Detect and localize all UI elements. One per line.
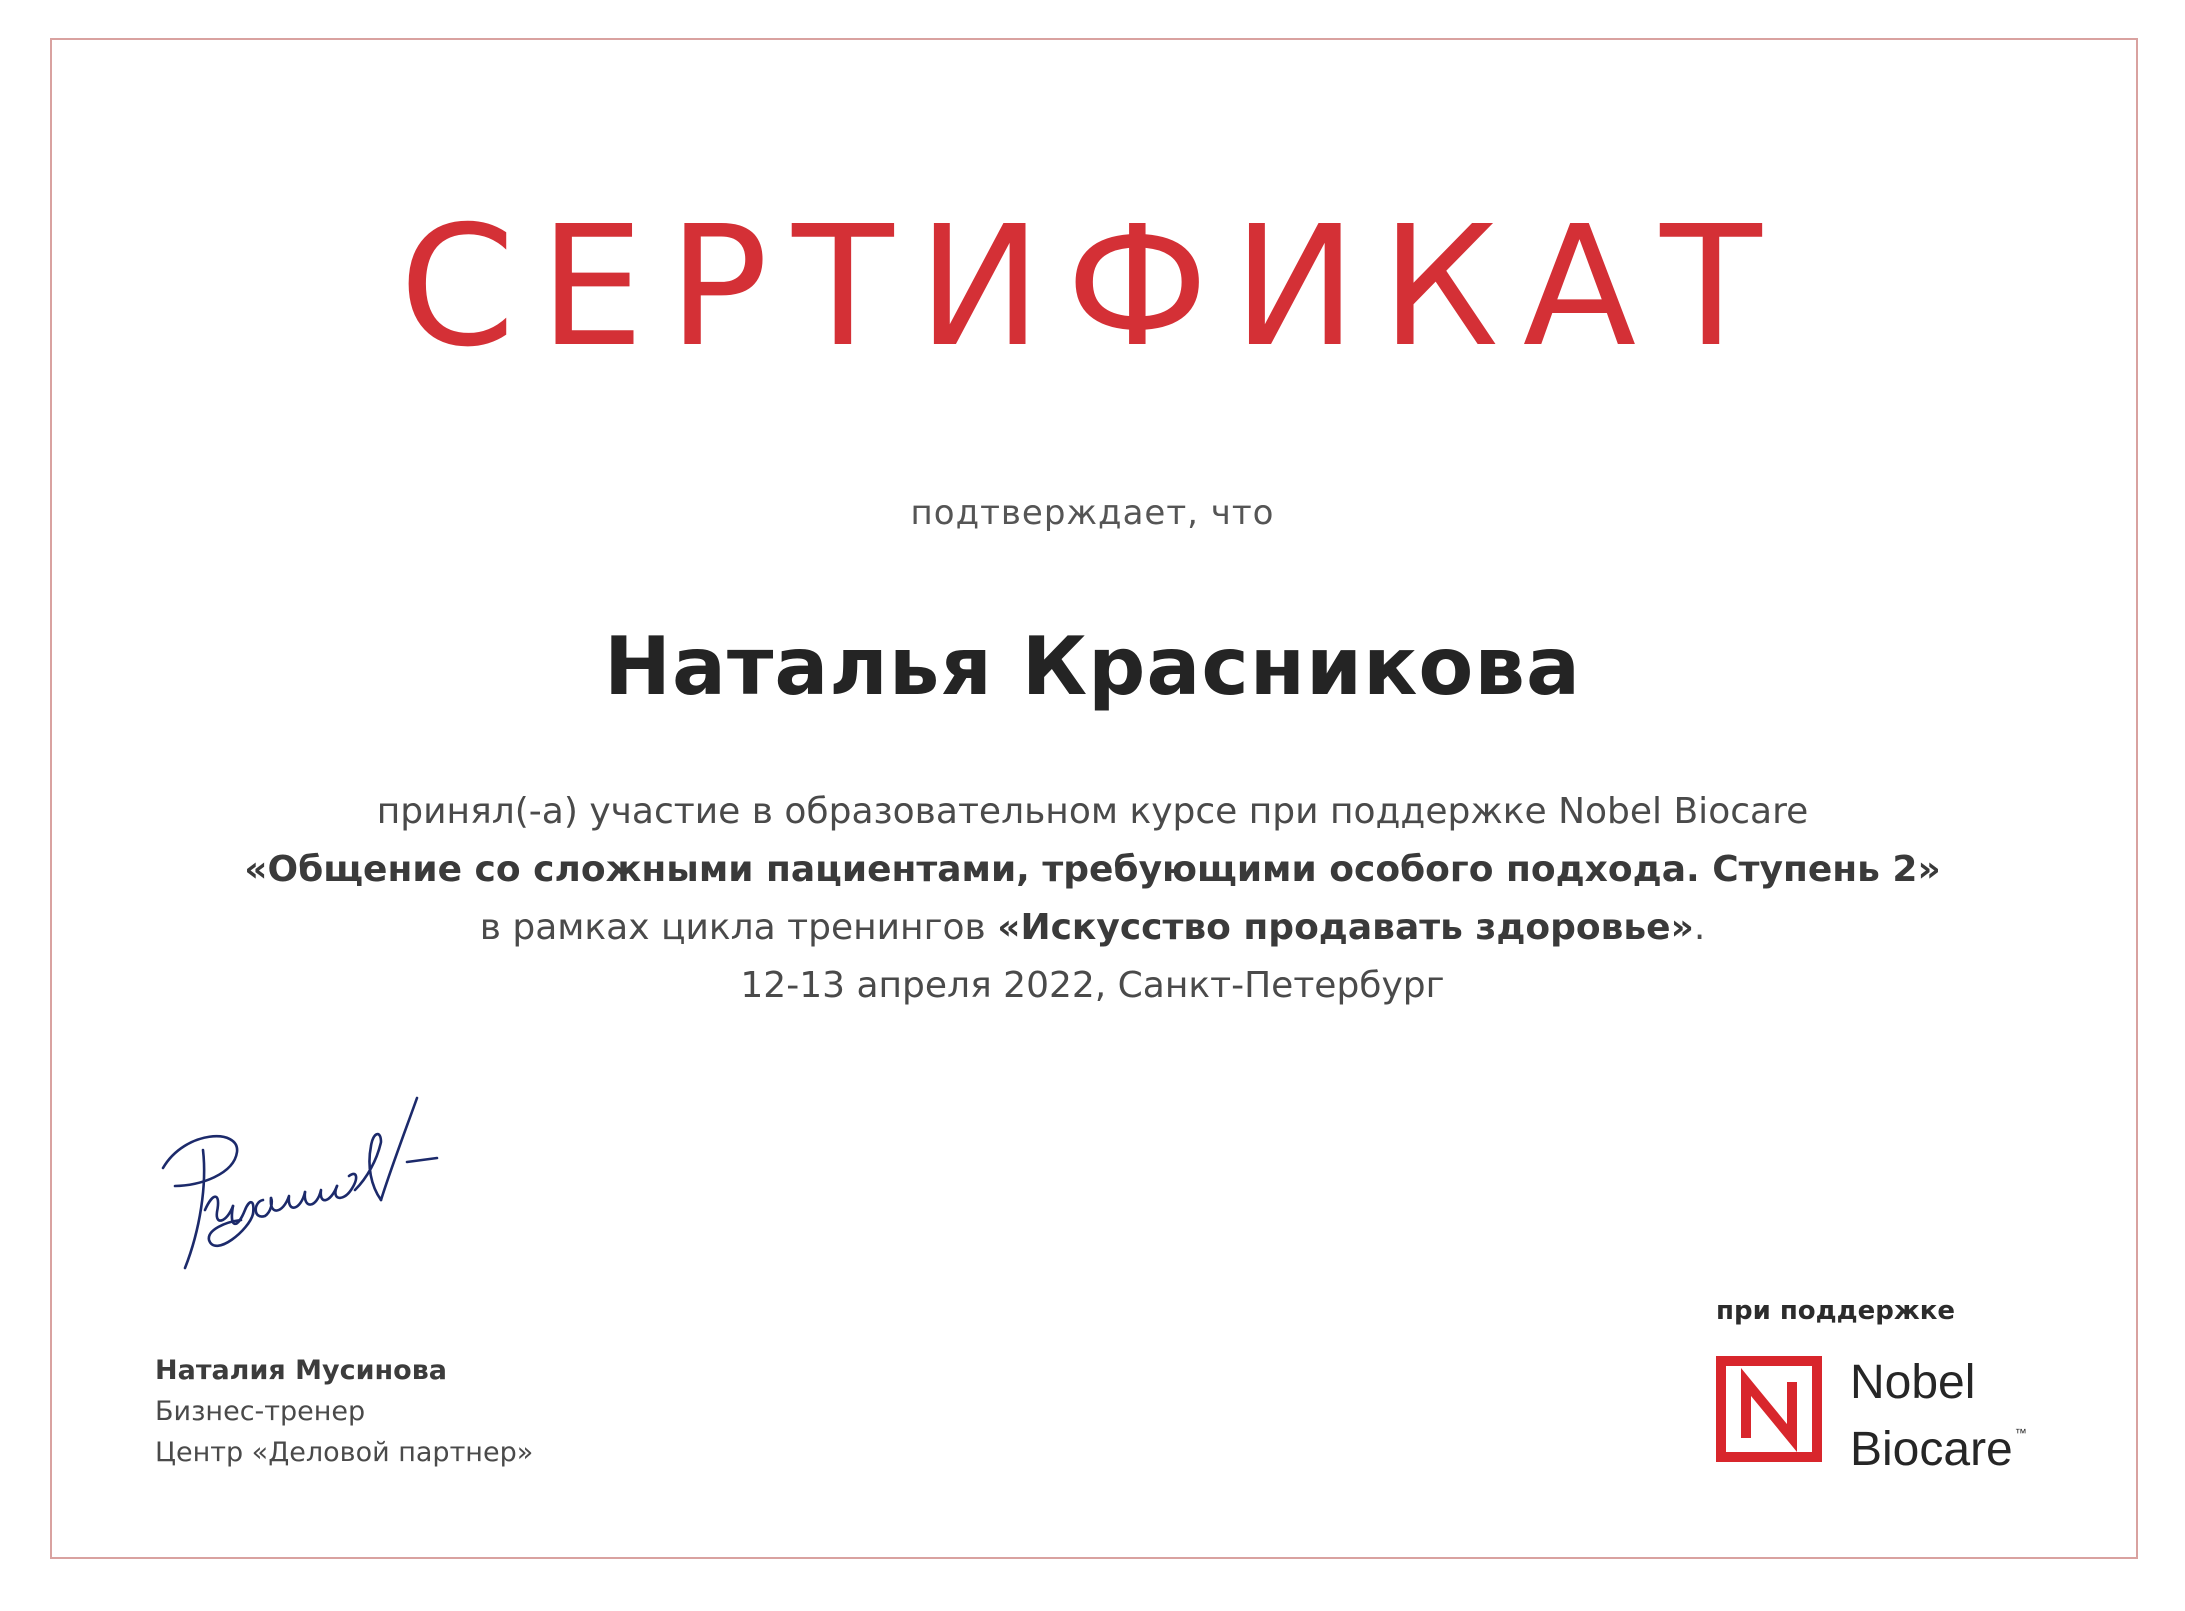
signer-block	[155, 1350, 533, 1473]
cycle-prefix: в рамках цикла тренингов	[479, 907, 986, 948]
certificate-body	[0, 783, 2185, 1015]
confirms-text: подтверждает, что	[910, 493, 1275, 533]
date-place: 12-13 апреля 2022, Санкт-Петербург	[740, 965, 1445, 1006]
handwritten-signature	[145, 1090, 465, 1280]
cycle-title: «Искусство продавать здоровье»	[997, 907, 1694, 948]
certificate-title: СЕРТИФИКАТ	[399, 191, 1786, 384]
recipient-name: Наталья Красникова	[604, 620, 1581, 713]
logo-line-biocare: Biocare	[1850, 1423, 2013, 1476]
nobel-biocare-logo	[1716, 1356, 2056, 1476]
course-title: «Общение со сложными пациентами, требующими особого подхода. Ступень 2»	[244, 849, 1941, 890]
cycle-suffix: .	[1693, 907, 1706, 948]
logo-wordmark	[1850, 1358, 2027, 1475]
support-label: при поддержке	[1716, 1296, 1956, 1326]
trademark-mark: ™	[2014, 1426, 2027, 1440]
signer-role: Бизнес-тренер	[155, 1396, 366, 1427]
logo-line-nobel: Nobel	[1850, 1356, 1976, 1409]
signer-name: Наталия Мусинова	[155, 1355, 448, 1386]
signer-organization: Центр «Деловой партнер»	[155, 1437, 534, 1468]
cycle-line	[0, 899, 2185, 957]
nobel-biocare-n-icon	[1716, 1356, 1822, 1462]
participation-text: принял(-а) участие в образовательном курсе при поддержке Nobel Biocare	[376, 791, 1809, 832]
